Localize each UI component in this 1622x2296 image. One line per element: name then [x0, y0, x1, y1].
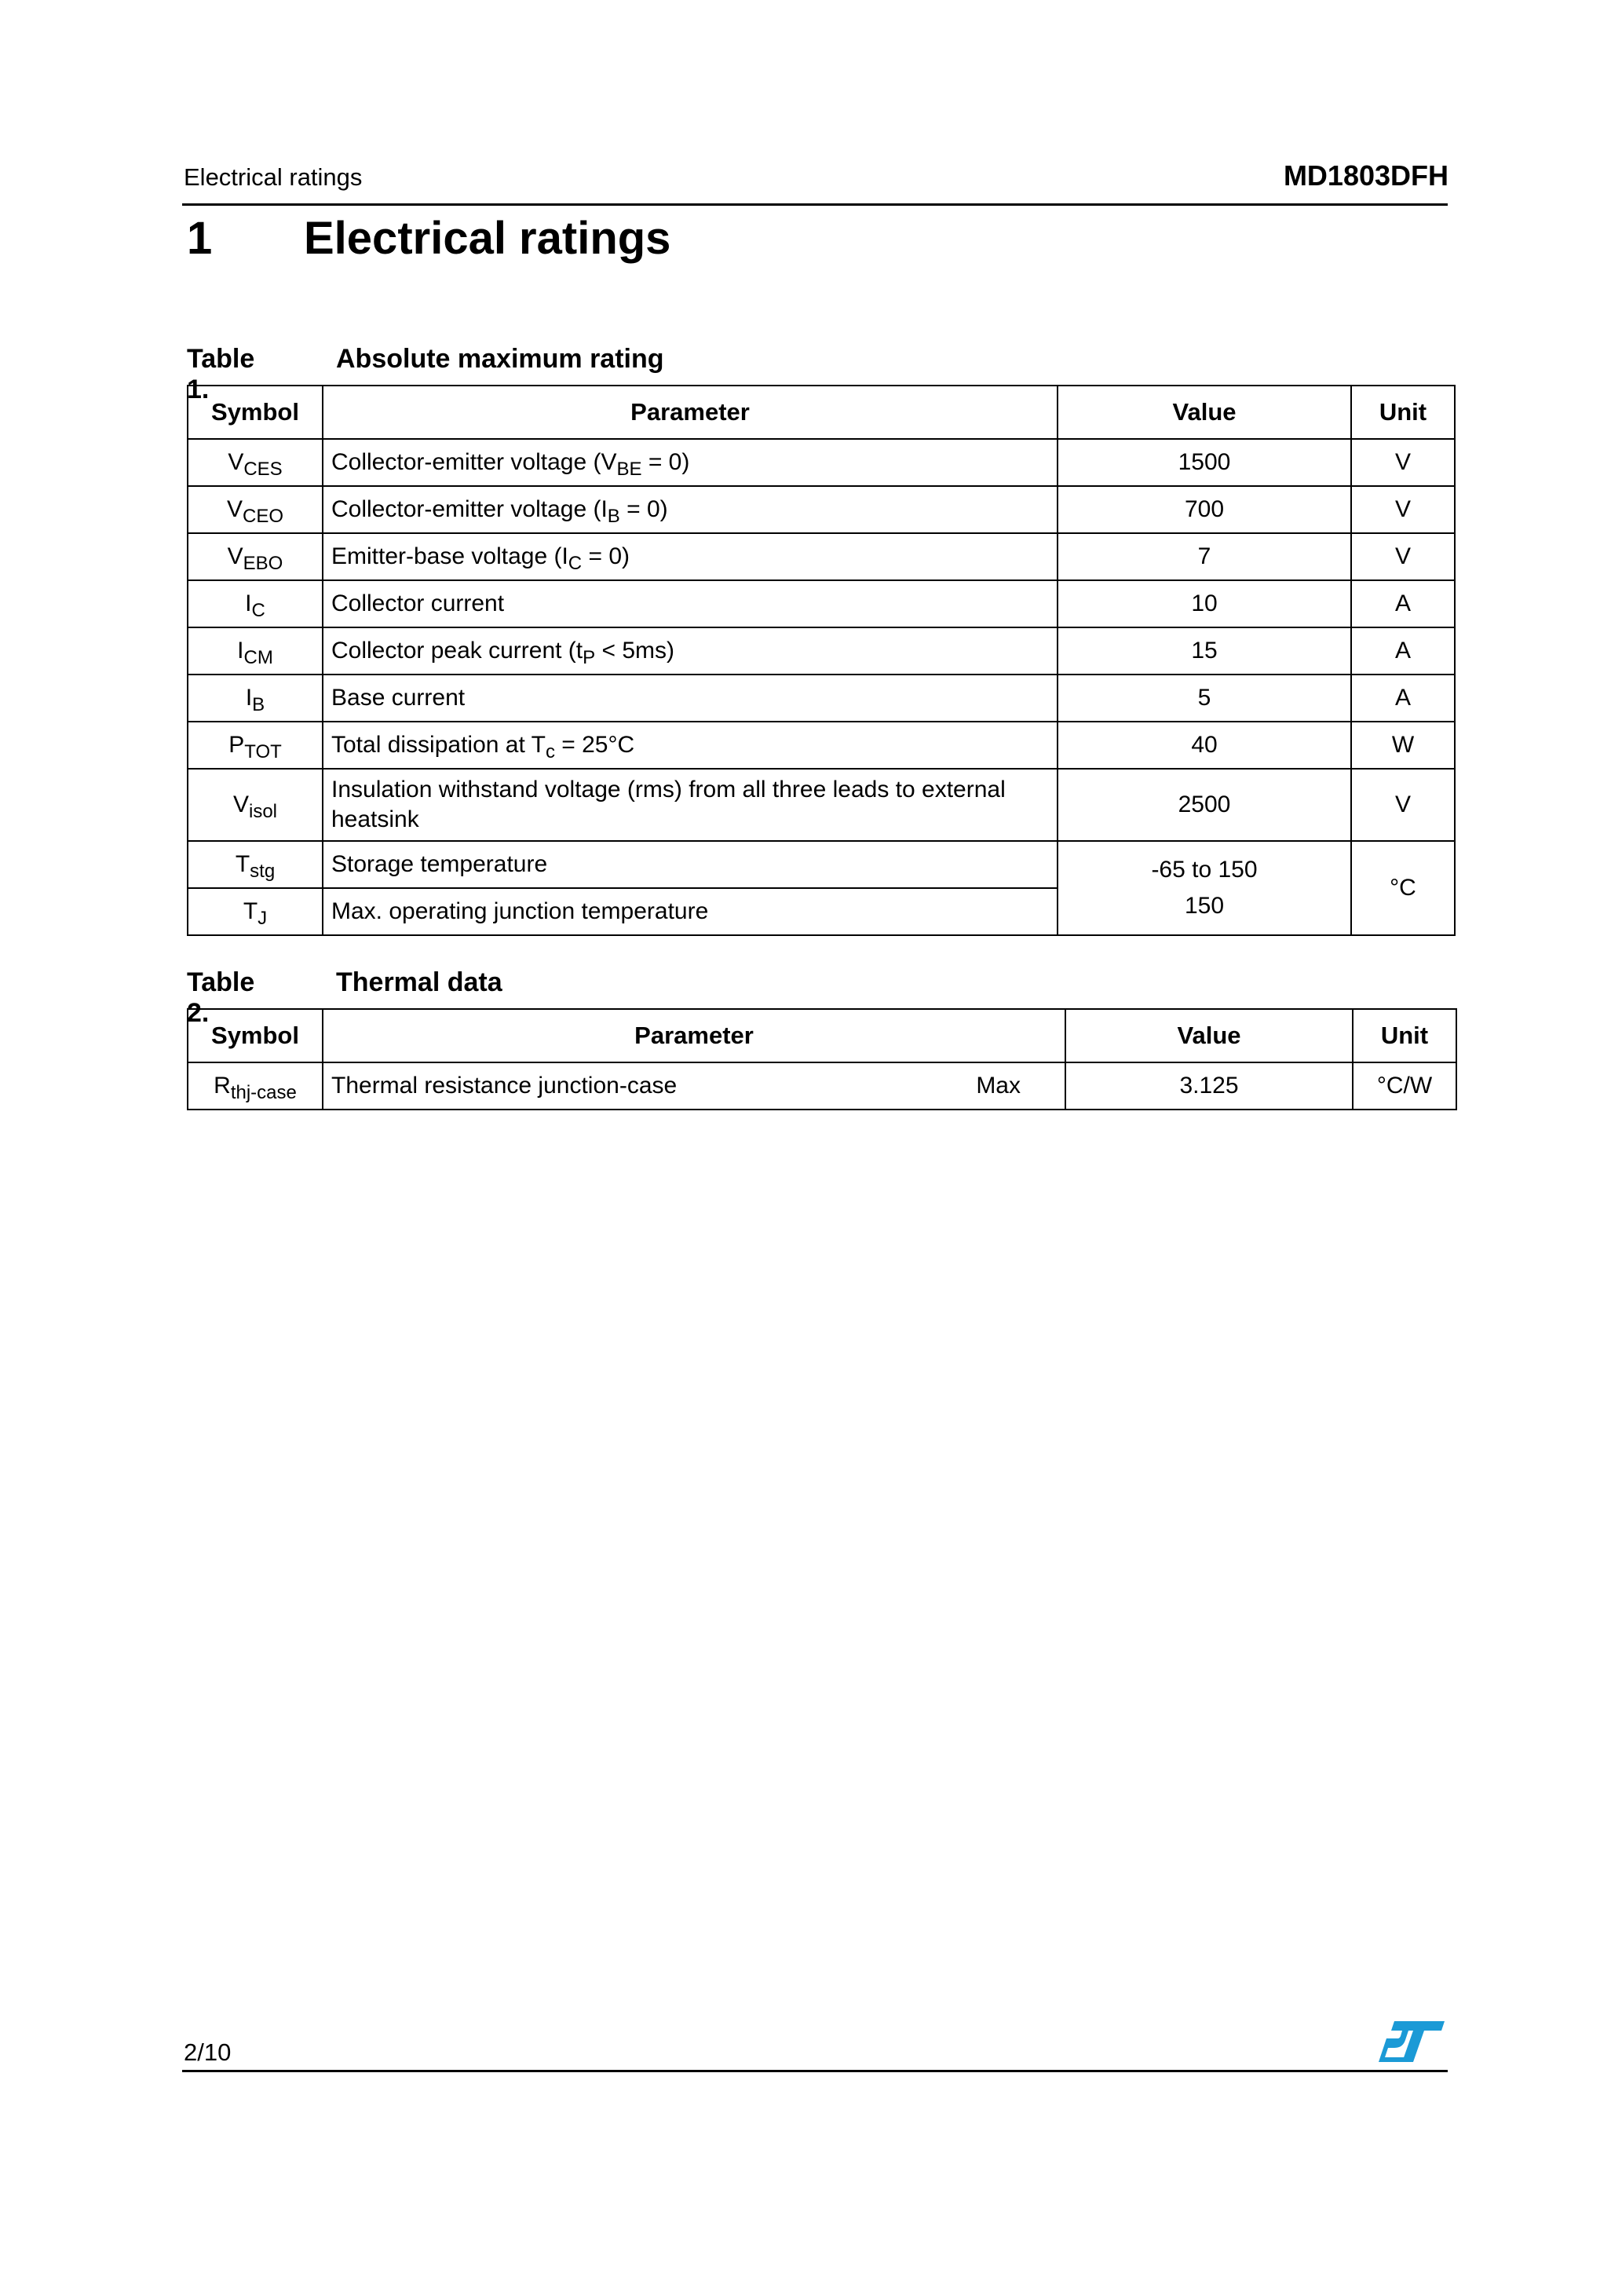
unit-cell: °C/W [1353, 1062, 1456, 1110]
table-row [188, 841, 1455, 888]
thermal-data-table [187, 1008, 1457, 1110]
value-cell: 5 [1058, 675, 1351, 722]
parameter-cell: Collector-emitter voltage $(V_{BE} = 0)$ [323, 439, 1058, 486]
section-number: 1 [187, 213, 213, 264]
table-row [188, 675, 1455, 722]
parameter-cell: Insulation withstand voltage (rms) from all three leads to external heatsink [323, 769, 1058, 841]
parameter-cell: Collector peak current $(t_P < 5ms)$ [323, 627, 1058, 675]
value-cell: 2500 [1058, 769, 1351, 841]
parameter-cell: Max. operating junction temperature [323, 888, 1058, 935]
symbol-cell: $I_B$ [188, 675, 323, 722]
table-row [188, 533, 1455, 580]
unit-cell: A [1351, 580, 1455, 627]
parameter-cell: Storage temperature [323, 841, 1058, 888]
symbol-cell: $I_C$ [188, 580, 323, 627]
t1-header-value: Value [1058, 386, 1351, 439]
header-part-number: MD1803DFH [1283, 159, 1448, 192]
symbol-cell: $V_{CEO}$ [188, 486, 323, 533]
table-row [188, 722, 1455, 769]
value-cell: 3.125 [1065, 1062, 1353, 1110]
table2-label: Table 2. [187, 967, 255, 1028]
parameter-cell: Base current [323, 675, 1058, 722]
value-cell: 15 [1058, 627, 1351, 675]
symbol-cell: $R_{thj-case}$ [188, 1062, 323, 1110]
table-row [188, 486, 1455, 533]
parameter-qualifier: Max [976, 1073, 1021, 1099]
symbol-cell: $V_{isol}$ [188, 769, 323, 841]
table-row [188, 439, 1455, 486]
symbol-cell: $V_{EBO}$ [188, 533, 323, 580]
table-row [188, 1062, 1456, 1110]
table1-title: Absolute maximum rating [336, 344, 664, 374]
parameter-cell: Total dissipation at $T_c = 25^\circ C$ [323, 722, 1058, 769]
unit-cell: V [1351, 769, 1455, 841]
value-junction-temperature: 150 [1184, 893, 1225, 919]
value-cell: 1500 [1058, 439, 1351, 486]
unit-cell: V [1351, 486, 1455, 533]
st-logo-icon [1377, 2020, 1446, 2064]
footer-divider [182, 2070, 1448, 2072]
t1-header-parameter: Parameter [323, 386, 1058, 439]
header-section: Electrical ratings [184, 163, 363, 191]
value-cell: 40 [1058, 722, 1351, 769]
t2-header-unit: Unit [1353, 1009, 1456, 1062]
parameter-cell: Collector current [323, 580, 1058, 627]
table-row [188, 627, 1455, 675]
value-cell: 700 [1058, 486, 1351, 533]
unit-cell: A [1351, 675, 1455, 722]
symbol-cell: $T_J$ [188, 888, 323, 935]
value-storage-temperature: -65 to 150 [1151, 857, 1258, 883]
value-cell: 7 [1058, 533, 1351, 580]
unit-cell-temperature: °C [1351, 841, 1455, 935]
symbol-cell: $V_{CES}$ [188, 439, 323, 486]
page-number: 2/10 [184, 2038, 232, 2066]
absolute-maximum-rating-table [187, 385, 1456, 936]
symbol-cell: $I_{CM}$ [188, 627, 323, 675]
symbol-cell: $P_{TOT}$ [188, 722, 323, 769]
value-cell: 10 [1058, 580, 1351, 627]
t1-header-symbol: Symbol [188, 386, 323, 439]
t2-header-value: Value [1065, 1009, 1353, 1062]
table2-title: Thermal data [336, 967, 502, 997]
unit-cell: V [1351, 533, 1455, 580]
symbol-cell: $T_{stg}$ [188, 841, 323, 888]
parameter-cell [323, 1062, 1065, 1110]
unit-cell: A [1351, 627, 1455, 675]
t2-header-symbol: Symbol [188, 1009, 323, 1062]
unit-cell: V [1351, 439, 1455, 486]
parameter-cell: Collector-emitter voltage $(I_B = 0)$ [323, 486, 1058, 533]
unit-cell: W [1351, 722, 1455, 769]
section-title: Electrical ratings [304, 213, 671, 264]
t1-header-unit: Unit [1351, 386, 1455, 439]
parameter-cell: Emitter-base voltage $(I_C = 0)$ [323, 533, 1058, 580]
table1-label: Table 1. [187, 344, 255, 404]
value-cell-temperature [1058, 841, 1351, 935]
t2-header-parameter: Parameter [323, 1009, 1065, 1062]
table-row [188, 580, 1455, 627]
parameter-text: Thermal resistance junction-case [331, 1073, 678, 1099]
header-divider [182, 203, 1448, 206]
table-row [188, 769, 1455, 841]
